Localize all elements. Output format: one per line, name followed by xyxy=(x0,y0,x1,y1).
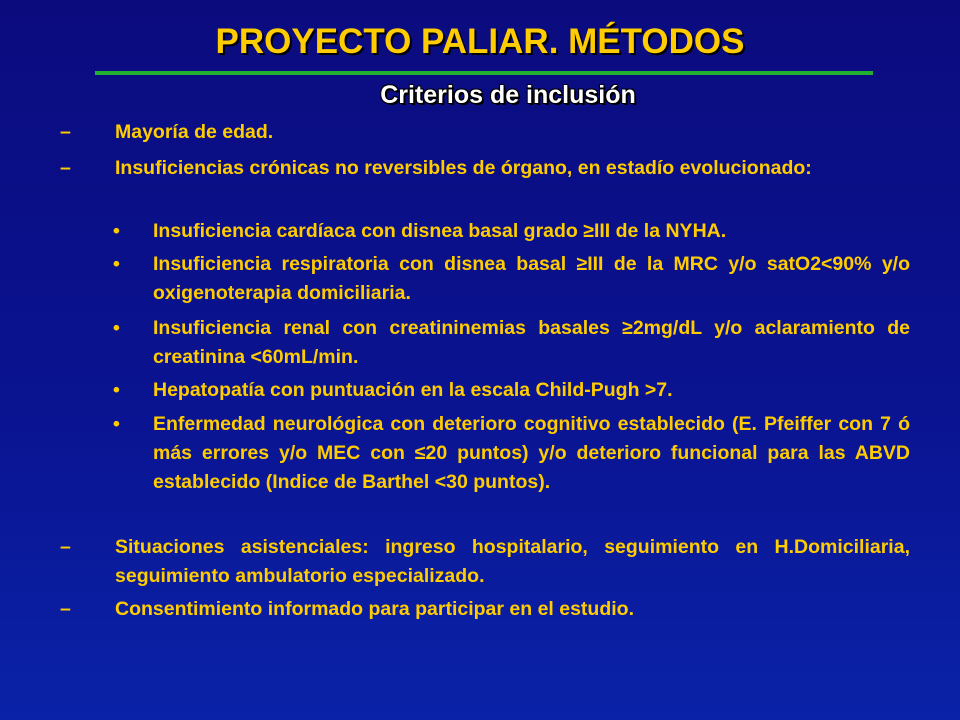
bullet-marker: • xyxy=(113,317,120,339)
dash-marker: – xyxy=(60,121,71,143)
list-item xyxy=(115,154,910,183)
sub-list-item-text: Hepatopatía con puntuación en la escala Child-Pugh >7. xyxy=(153,379,673,401)
sub-list-item-text: Enfermedad neurológica con deterioro cognitivo establecido (E. Pfeiffer con 7 ó más errores y/o MEC con ≤20 puntos) y/o deterioro funcional para las ABVD establecido (Indice de Barthel <30 puntos). xyxy=(153,413,910,493)
sub-list-item-text: Insuficiencia cardíaca con disnea basal grado ≥III de la NYHA. xyxy=(153,220,727,242)
list-item-text: Mayoría de edad. xyxy=(115,121,274,143)
list-item-text: Consentimiento informado para participar en el estudio. xyxy=(115,598,634,620)
sub-list-item-text: Insuficiencia renal con creatininemias basales ≥2mg/dL y/o aclaramiento de creatinina <60mL/min. xyxy=(153,317,910,368)
sub-list-item-text: Insuficiencia respiratoria con disnea basal ≥III de la MRC y/o satO2<90% y/o oxigenoterapia domiciliaria. xyxy=(153,253,910,304)
dash-marker: – xyxy=(60,598,71,620)
list-item xyxy=(115,595,910,624)
sub-list-item xyxy=(153,314,910,372)
dash-marker: – xyxy=(60,157,71,179)
title-divider xyxy=(95,71,873,75)
sub-list-item xyxy=(153,217,910,246)
list-item-text: Insuficiencias crónicas no reversibles de órgano, en estadío evolucionado: xyxy=(115,157,812,179)
slide-subtitle: Criterios de inclusión xyxy=(380,81,636,109)
bullet-marker: • xyxy=(113,253,120,275)
dash-marker: – xyxy=(60,536,71,558)
sub-list-item xyxy=(153,250,910,308)
bullet-marker: • xyxy=(113,379,120,401)
list-item xyxy=(115,533,910,591)
bullet-marker: • xyxy=(113,220,120,242)
sub-list-item xyxy=(153,376,910,405)
list-item xyxy=(115,118,910,147)
sub-list-item xyxy=(153,410,910,497)
bullet-marker: • xyxy=(113,413,120,435)
list-item-text: Situaciones asistenciales: ingreso hospitalario, seguimiento en H.Domiciliaria, seguimiento ambulatorio especializado. xyxy=(115,536,910,587)
slide-title: PROYECTO PALIAR. MÉTODOS xyxy=(215,22,745,61)
